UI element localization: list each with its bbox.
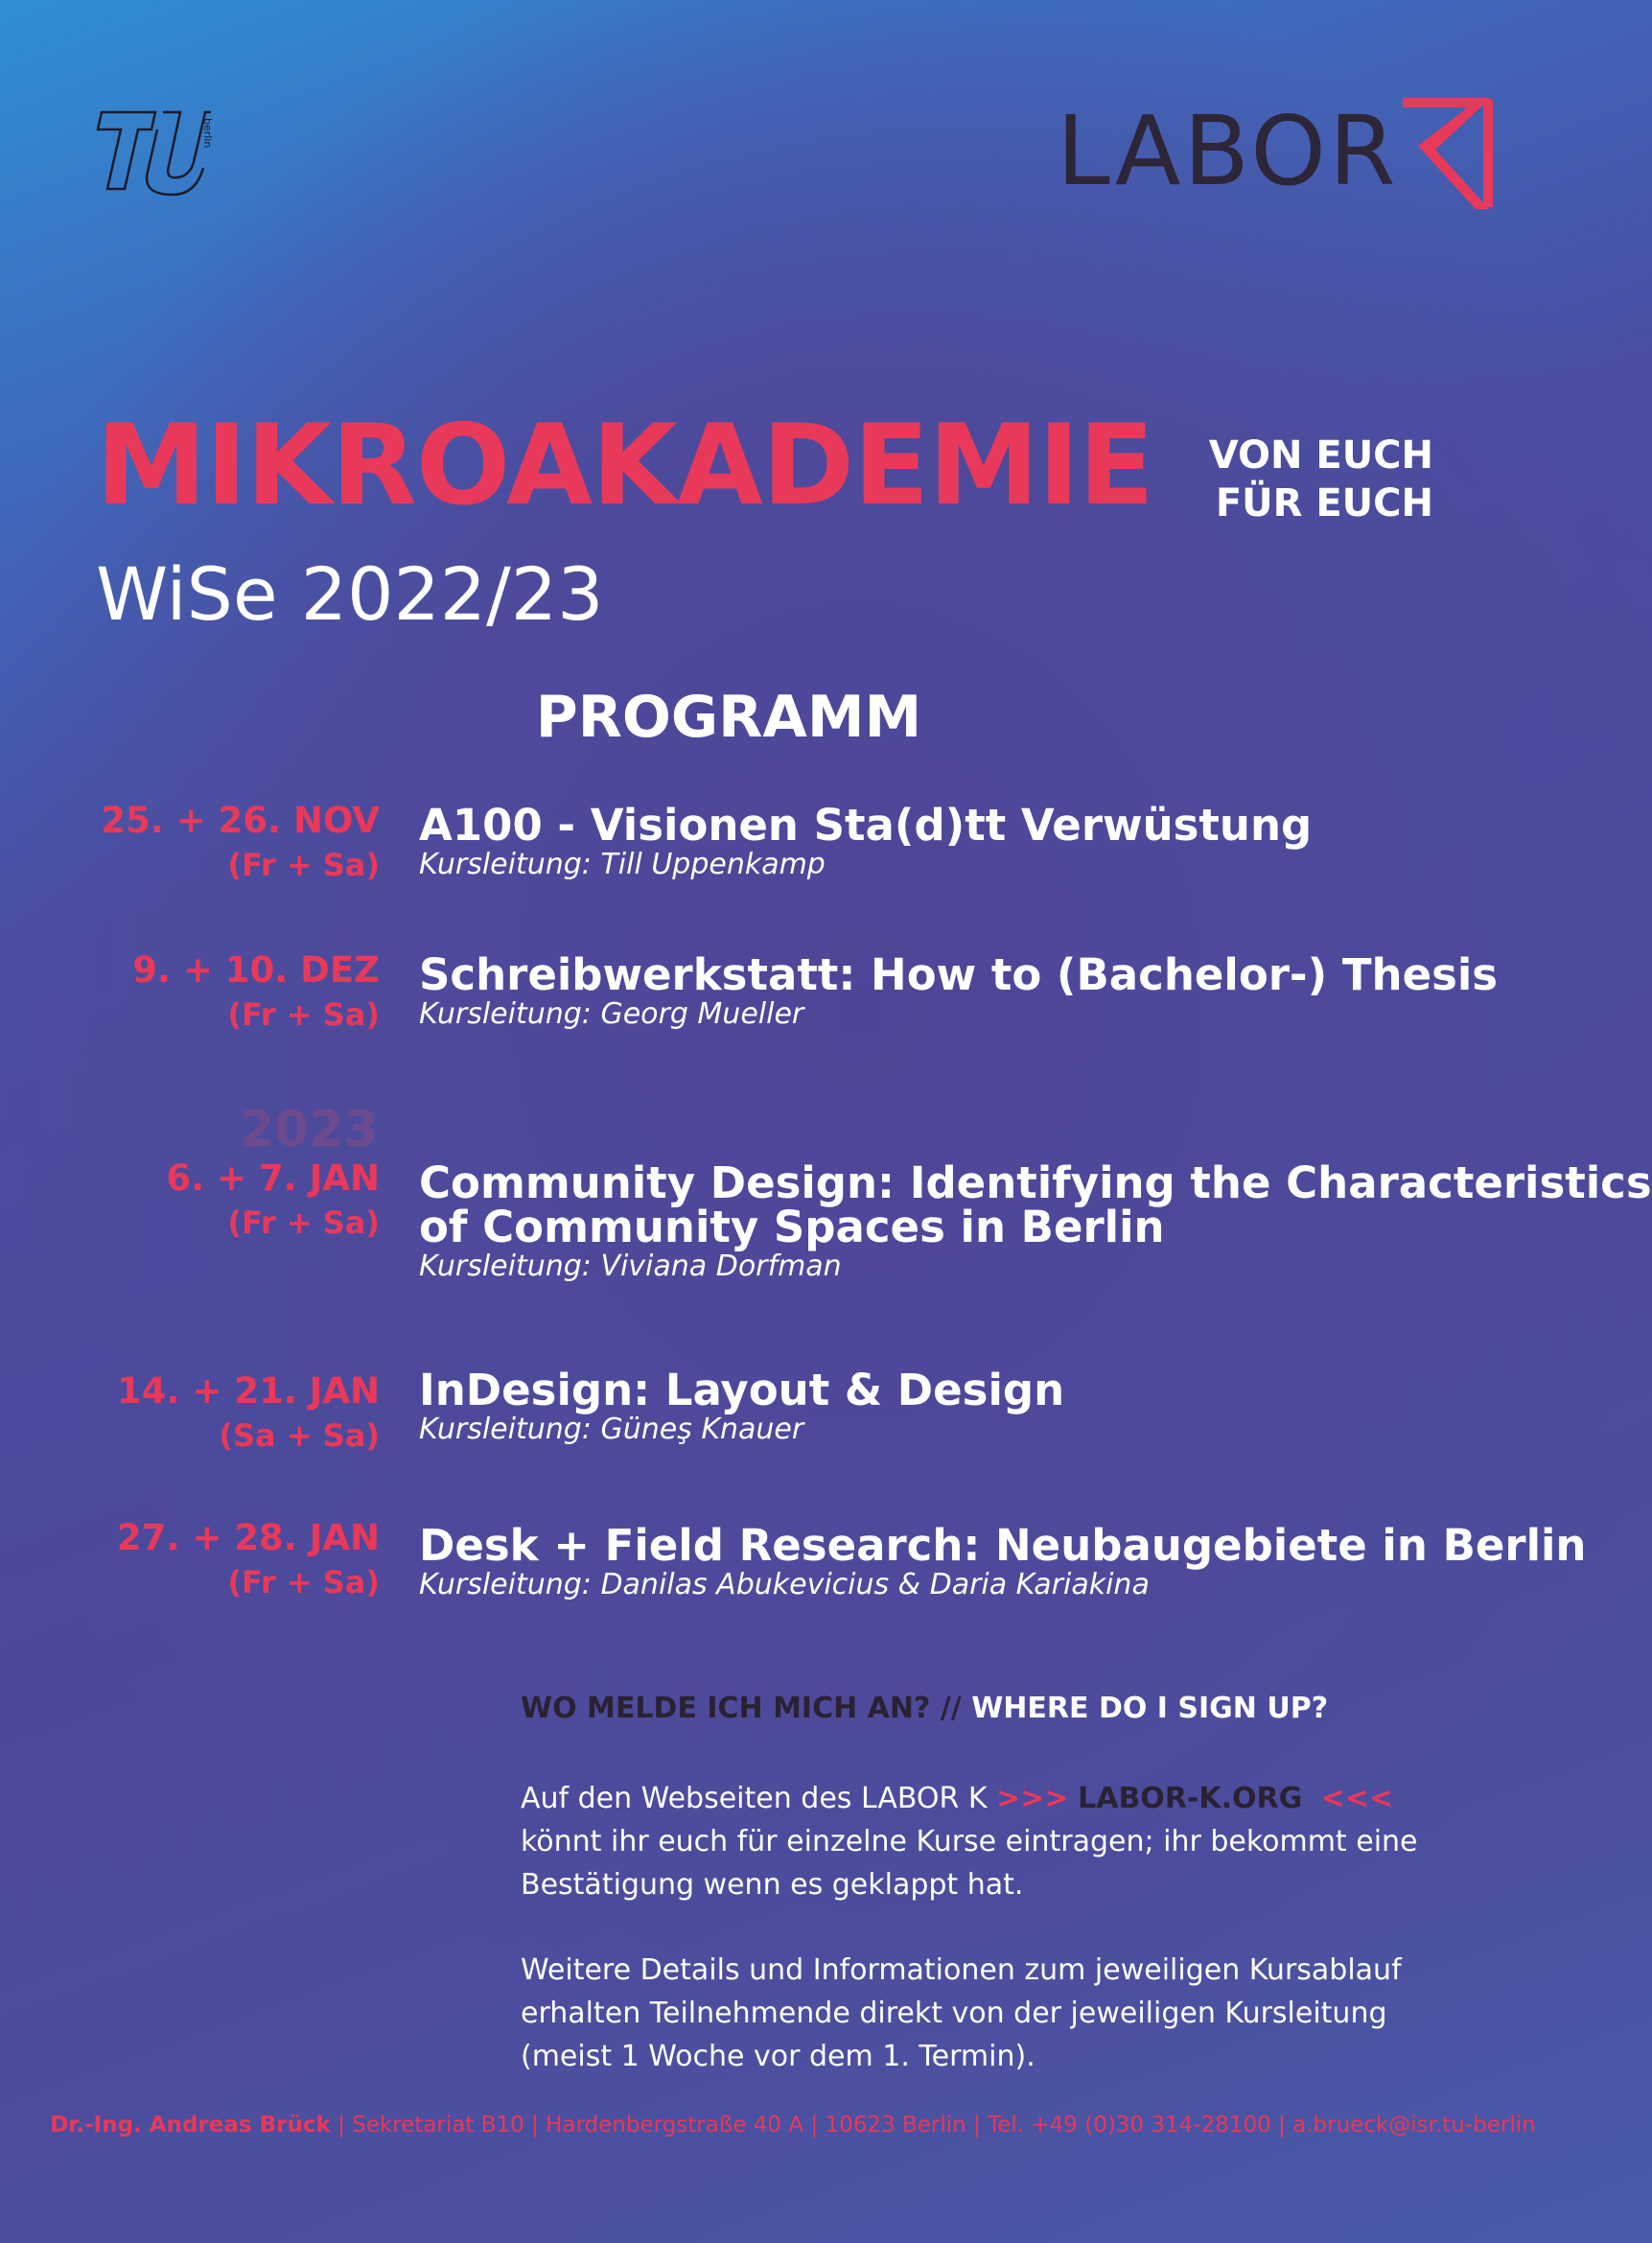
tagline-line-2: FÜR EUCH [1215,481,1433,526]
details-text-line: (meist 1 Woche vor dem 1. Termin). [521,2040,1035,2073]
course-date [132,948,380,1037]
course-date-range: 6. + 7. JAN [166,1157,380,1199]
course-title: Desk + Field Research: Neubaugebiete in Berlin [419,1520,1587,1571]
course-leader: Kursleitung: Till Uppenkamp [419,848,826,881]
tagline [1189,432,1433,527]
tu-berlin-logo-icon [96,110,214,197]
course-entry [419,1365,1065,1447]
signup-heading-separator: // [940,1692,962,1725]
footer-name: Dr.-Ing. Andreas Brück [50,2113,331,2138]
course-leader: Kursleitung: Georg Mueller [419,997,804,1031]
labor-k-logo-word: LABOR [1057,95,1399,207]
signup-text-line: Bestätigung wenn es geklappt hat. [521,1868,1024,1902]
labor-k-logo-icon [1376,96,1496,211]
signup-text-line: könnt ihr euch für einzelne Kurse eintragen; ihr bekommt eine [521,1825,1418,1858]
course-date-days: (Sa + Sa) [219,1417,380,1454]
tagline-line-1: VON EUCH [1208,433,1433,478]
course-date-range: 14. + 21. JAN [116,1370,380,1412]
signup-heading [521,1694,1328,1723]
course-title: Schreibwerkstatt: How to (Bachelor-) Thesis [419,949,1499,1000]
course-entry [419,1157,1652,1284]
details-text-line: erhalten Teilnehmende direkt von der jeweiligen Kursleitung [521,1997,1387,2030]
course-date [117,1369,380,1458]
details-text-line: Weitere Details und Informationen zum jeweiligen Kursablauf [521,1953,1402,1987]
course-leader: Kursleitung: Danilas Abukevicius & Daria Kariakina [419,1568,1150,1601]
course-date-days: (Fr + Sa) [227,1204,380,1241]
year-marker: 2023 [240,1101,379,1158]
course-date-days: (Fr + Sa) [227,996,380,1033]
footer-details: | Sekretariat B10 | Hardenbergstraße 40 A | 10623 Berlin | Tel. +49 (0)30 314-28100 | a.brueck@isr.tu-berlin [330,2113,1536,2138]
course-date [101,799,380,887]
course-date-days: (Fr + Sa) [227,1564,380,1600]
course-title-line-2: of Community Spaces in Berlin [419,1202,1165,1252]
signup-intro-text: Auf den Webseiten des LABOR K [521,1782,988,1815]
course-date-range: 25. + 26. NOV [101,800,380,841]
semester-label: WiSe 2022/23 [96,551,604,637]
course-entry [419,949,1499,1032]
course-date-range: 27. + 28. JAN [116,1517,380,1558]
signup-url-link[interactable]: LABOR-K.ORG [1078,1782,1303,1815]
url-arrows-open: >>> [996,1782,1069,1815]
signup-paragraph [521,1777,1489,1906]
course-title: A100 - Visionen Sta(d)tt Verwüstung [419,800,1313,851]
footer-contact [0,2113,1586,2138]
course-title-line-1: Community Design: Identifying the Characteristics [419,1157,1652,1208]
url-arrows-close: <<< [1320,1782,1394,1815]
signup-heading-en: WHERE DO I SIGN UP? [971,1692,1329,1725]
course-title: InDesign: Layout & Design [419,1365,1065,1415]
signup-heading-de: WO MELDE ICH MICH AN? [521,1692,931,1725]
course-leader: Kursleitung: Viviana Dorfman [419,1250,842,1283]
course-date [117,1516,380,1604]
course-date-range: 9. + 10. DEZ [132,949,380,991]
course-entry [419,800,1313,882]
course-date-days: (Fr + Sa) [227,847,380,883]
page-title: MIKROAKADEMIE [96,401,1154,530]
course-leader: Kursleitung: Güneş Knauer [419,1413,804,1446]
program-heading: PROGRAMM [535,684,922,751]
tu-logo-text: berlin [201,118,214,149]
details-paragraph [521,1949,1489,2078]
course-entry [419,1520,1587,1602]
course-date [166,1157,380,1245]
